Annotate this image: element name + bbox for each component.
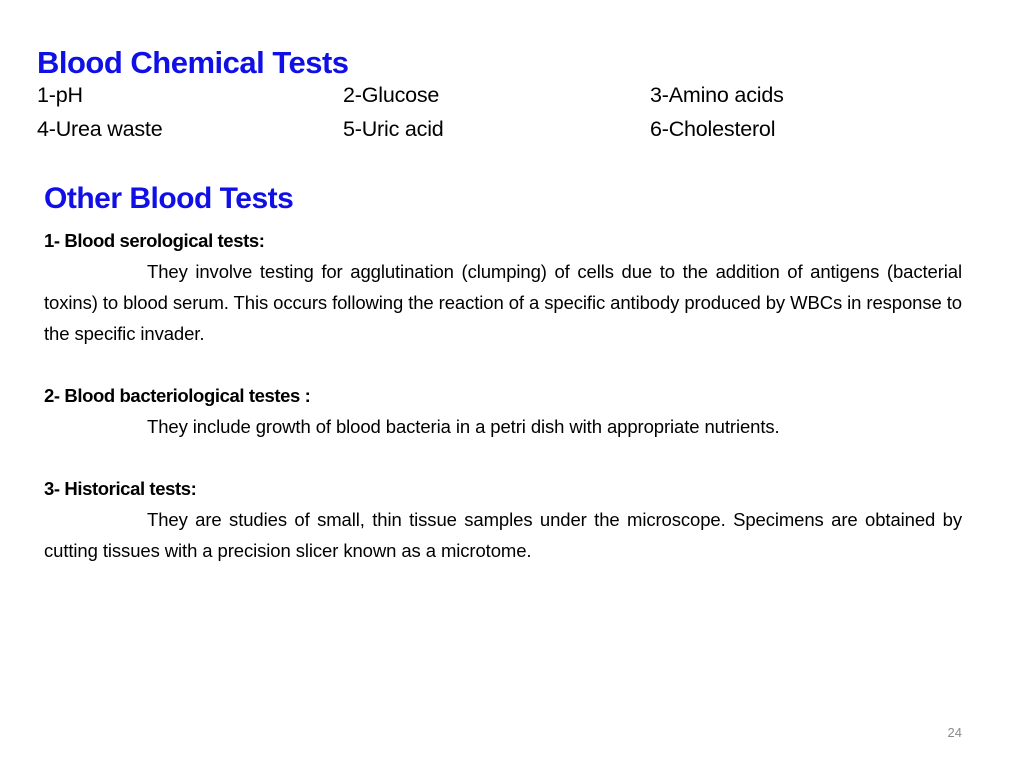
section-heading: 1- Blood serological tests: <box>44 230 265 251</box>
chemical-item: 4-Urea waste <box>37 117 163 141</box>
chemical-item: 3-Amino acids <box>650 83 784 107</box>
section-text: They involve testing for agglutination (clumping) of cells due to the addition of antigens (bacterial toxins) to blood serum. This occurs following the reaction of a specific antibody produced by WBCs in response to the specific invader. <box>44 261 962 344</box>
chemical-item: 5-Uric acid <box>343 117 444 141</box>
chemical-item: 6-Cholesterol <box>650 117 776 141</box>
other-tests-body <box>44 225 962 566</box>
spacer <box>44 442 962 473</box>
section-text: They include growth of blood bacteria in a petri dish with appropriate nutrients. <box>147 416 780 437</box>
page-number: 24 <box>947 725 962 740</box>
section-text: They are studies of small, thin tissue samples under the microscope. Specimens are obtained by cutting tissues with a precision slicer known as a microtome. <box>44 509 962 561</box>
chemical-item: 1-pH <box>37 83 83 107</box>
other-tests-title: Other Blood Tests <box>44 182 294 215</box>
chemical-tests-title: Blood Chemical Tests <box>37 45 349 80</box>
section-heading: 3- Historical tests: <box>44 478 197 499</box>
section-heading: 2- Blood bacteriological testes : <box>44 385 311 406</box>
spacer <box>44 349 962 380</box>
chemical-item: 2-Glucose <box>343 83 440 107</box>
